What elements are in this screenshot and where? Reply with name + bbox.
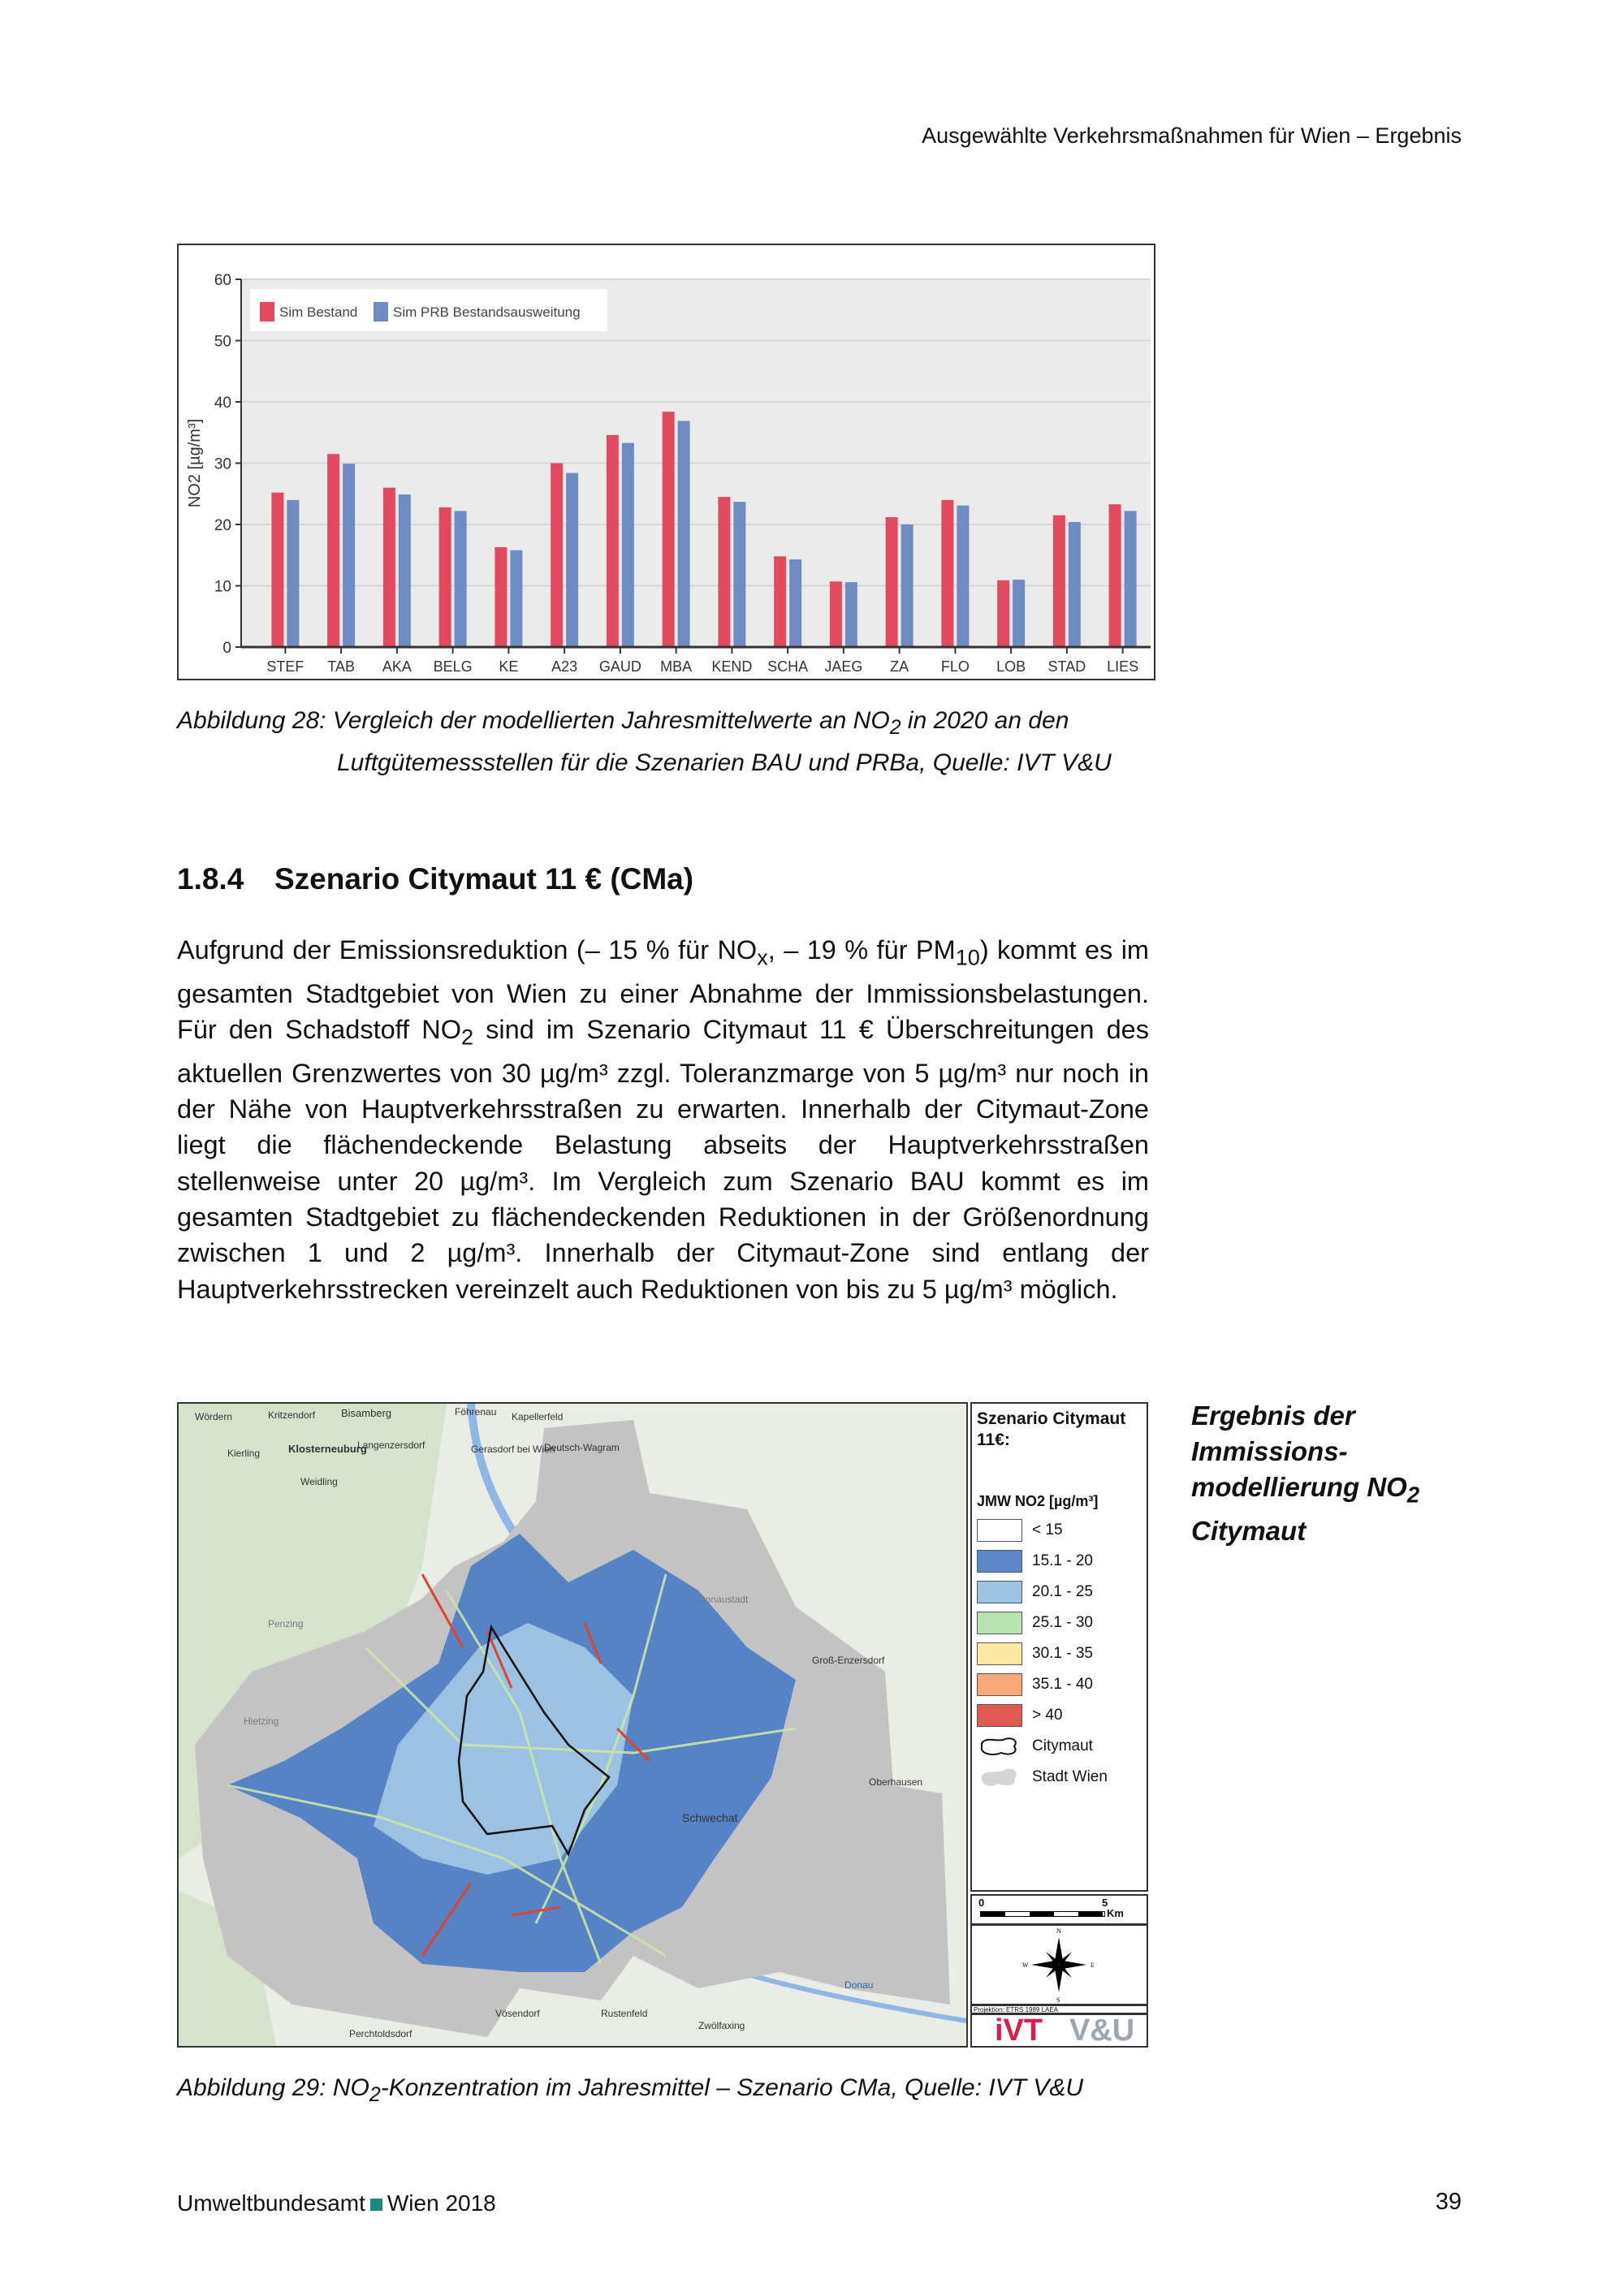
caption-sub: 2 (889, 716, 901, 739)
legend-swatch (260, 302, 274, 322)
footer-publisher: Umweltbundesamt (177, 2190, 365, 2216)
y-axis-label: NO2 [µg/m³] (186, 418, 204, 508)
bar-sim-bestand (997, 580, 1009, 647)
bar-sim-bestand (718, 497, 730, 647)
y-tick-label: 60 (214, 272, 231, 289)
legend-unit-title: JMW NO2 [µg/m³] (977, 1493, 1099, 1509)
map-place-label: Schwechat (682, 1811, 738, 1824)
x-tick-label: GAUD (598, 658, 641, 675)
body-paragraph (177, 932, 1149, 1307)
legend-swatch (977, 1673, 1022, 1696)
map-place-label: Kapellerfeld (512, 1411, 564, 1422)
bar-chart-no2-stations (177, 244, 1155, 680)
citymaut-outline-icon (977, 1735, 1022, 1758)
x-tick-label: STEF (266, 658, 304, 675)
map-place-label: Vösendorf (495, 2008, 540, 2019)
caption-text: Abbildung 29: NO (177, 2074, 369, 2101)
map-place-label: Bisamberg (341, 1407, 392, 1419)
compass-s: S (1056, 1996, 1060, 2004)
ivt-logo: iVT (995, 2013, 1043, 2048)
projection-note: Projektion: ETRS 1989 LAEA (970, 2005, 1148, 2014)
scale-unit: Km (1107, 1907, 1124, 1919)
margin-note-line: Ergebnis der (1191, 1400, 1355, 1431)
x-tick-label: LIES (1107, 658, 1139, 675)
x-tick-label: STAD (1047, 658, 1086, 675)
vu-logo: V&U (1069, 2013, 1135, 2048)
x-tick-label: BELG (433, 658, 473, 675)
text: ) kommt es im gesamten Stadtgebiet von Wien zu einer Abnahme der Immissionsbelastungen. Für den Schadstoff NO (177, 935, 1150, 1045)
x-tick-label: A23 (551, 658, 578, 675)
y-tick-label: 30 (214, 455, 231, 473)
section-heading (177, 862, 693, 896)
text: , – 19 % für PM (767, 935, 956, 965)
north-arrow (970, 1924, 1148, 2005)
legend-swatch (977, 1642, 1022, 1665)
bar-sim-prb (399, 494, 411, 647)
x-tick-label: KEND (711, 658, 753, 675)
caption-line-2: Luftgütemessstellen für die Szenarien BAU und PRBa, Quelle: IVT V&U (337, 749, 1112, 776)
legend-label: < 15 (1032, 1521, 1063, 1539)
figure-28-caption (177, 703, 1112, 781)
bar-sim-bestand (327, 454, 339, 647)
bar-sim-prb (622, 443, 634, 647)
legend-label: Sim Bestand (279, 304, 358, 320)
no2-concentration-map (177, 1402, 968, 2048)
map-svg (179, 1404, 966, 2046)
compass-e: E (1091, 1962, 1095, 1969)
bar-sim-bestand (1109, 504, 1121, 647)
logos (970, 2013, 1148, 2048)
legend-label: 20.1 - 25 (1032, 1583, 1093, 1600)
legend-label: Sim PRB Bestandsausweitung (393, 304, 581, 320)
bar-sim-prb (957, 506, 969, 647)
map-place-label: Wördern (195, 1411, 233, 1422)
section-title: Szenario Citymaut 11 € (CMa) (274, 862, 694, 896)
x-tick-label: LOB (996, 658, 1026, 675)
map-place-label: Donaustadt (698, 1594, 749, 1605)
map-place-label: Groß-Enzersdorf (812, 1655, 885, 1666)
legend-swatch (977, 1704, 1022, 1727)
bar-sim-bestand (551, 464, 563, 648)
map-place-label: Penzing (268, 1618, 304, 1629)
sub: 2 (461, 1024, 474, 1050)
map-place-label: Rustenfeld (601, 2008, 648, 2019)
footer-square-icon (370, 2199, 382, 2211)
legend-label: > 40 (1032, 1707, 1063, 1724)
legend-swatch (977, 1550, 1022, 1573)
chart-svg (179, 245, 1154, 679)
bar-sim-bestand (607, 435, 619, 647)
bar-sim-bestand (1053, 516, 1065, 647)
map-place-label: Donau (844, 1979, 874, 1991)
text: sind im Szenario Citymaut 11 € Überschreitungen des aktuellen Grenzwertes von 30 µg/m³ zzgl. Toleranzmarge von 5 µg/m³ nur noch in der Nähe von Hauptverkehrsstraßen zu erwarten. Innerhalb der Citymaut-Zone liegt die flächendeckende Belastung abseits der Hauptverkehrsstraßen stellenweise unter 20 µg/m³. Im Vergleich zum Szenario BAU kommt es im gesamten Stadtgebiet zu flächendeckenden Reduktionen in der Größenordnung zwischen 1 und 2 µg/m³. Innerhalb der Citymaut-Zone sind entlang der Hauptverkehrsstrecken vereinzelt auch Reduktionen von bis zu 5 µg/m³ möglich. (177, 1015, 1149, 1304)
bar-sim-bestand (830, 581, 842, 647)
legend-item (977, 1669, 1142, 1700)
bar-sim-prb (901, 524, 914, 647)
legend-item (977, 1546, 1142, 1577)
y-tick-label: 10 (214, 578, 231, 596)
margin-note-line: modellierung NO (1191, 1472, 1407, 1502)
legend-title: Szenario Citymaut 11€: (977, 1409, 1126, 1449)
legend-item (977, 1608, 1142, 1638)
bar-sim-prb (287, 500, 299, 647)
scale-label-5: 5 (1102, 1897, 1108, 1909)
legend-item (977, 1700, 1142, 1731)
map-place-label: Kritzendorf (268, 1409, 316, 1421)
bar-sim-bestand (886, 517, 898, 647)
legend-label: Citymaut (1032, 1737, 1093, 1754)
section-number: 1.8.4 (177, 862, 244, 896)
y-tick-label: 20 (214, 517, 231, 534)
caption-text: -Konzentration im Jahresmittel – Szenario CMa, Quelle: IVT V&U (380, 2074, 1084, 2101)
bar-sim-prb (1125, 511, 1137, 647)
legend-swatch (977, 1612, 1022, 1634)
map-place-label: Oberhausen (869, 1776, 923, 1788)
compass-rose-icon (972, 1926, 1147, 2004)
legend-item-citymaut (977, 1731, 1142, 1762)
compass-w: W (1022, 1962, 1029, 1969)
x-tick-label: ZA (890, 658, 909, 675)
scale-bar (970, 1894, 1148, 1925)
caption-text: Abbildung 28: Vergleich der modellierten Jahresmittelwerte an NO (177, 707, 890, 734)
running-header: Ausgewählte Verkehrsmaßnahmen für Wien – Ergebnis (922, 123, 1462, 148)
page-number: 39 (1435, 2189, 1462, 2215)
bar-sim-bestand (774, 556, 786, 647)
legend-item (977, 1577, 1142, 1608)
bar-sim-prb (343, 464, 355, 647)
map-place-label: Perchtoldsdorf (349, 2028, 412, 2039)
legend-swatch (977, 1519, 1022, 1542)
x-tick-label: TAB (327, 658, 355, 675)
footer-year: Wien 2018 (387, 2190, 496, 2216)
margin-note (1191, 1398, 1419, 1549)
legend-item (977, 1638, 1142, 1669)
x-tick-label: KE (499, 658, 519, 675)
map-place-label: Gerasdorf bei Wien (471, 1444, 555, 1455)
legend-item-stadt-wien (977, 1762, 1142, 1793)
legend-label: 30.1 - 35 (1032, 1645, 1093, 1662)
bar-sim-prb (1069, 522, 1081, 647)
sub: 2 (1406, 1482, 1420, 1508)
bar-sim-prb (1013, 580, 1025, 647)
figure-29-caption (177, 2070, 1083, 2113)
bar-sim-bestand (663, 412, 675, 647)
map-place-label: Langenzersdorf (357, 1439, 425, 1451)
x-tick-label: FLO (940, 658, 970, 675)
scale-label-0: 0 (978, 1897, 985, 1909)
scale-bar-graphic (980, 1911, 1105, 1917)
map-place-label: Föhrenau (455, 1406, 497, 1418)
margin-note-line: Immissions- (1191, 1436, 1348, 1466)
bar-sim-prb (455, 511, 467, 647)
bar-sim-bestand (383, 488, 395, 647)
bar-sim-bestand (271, 493, 283, 647)
x-tick-label: MBA (660, 658, 693, 675)
bar-sim-bestand (941, 500, 953, 647)
margin-note-line: Citymaut (1191, 1515, 1307, 1546)
map-place-label: Zwölfaxing (698, 2020, 745, 2031)
map-place-label: Deutsch-Wagram (544, 1442, 620, 1453)
legend-label: 25.1 - 30 (1032, 1614, 1093, 1631)
legend-label: 15.1 - 20 (1032, 1552, 1093, 1569)
sub: x (757, 944, 768, 970)
x-tick-label: JAEG (824, 658, 863, 675)
bar-sim-prb (566, 473, 578, 647)
bar-sim-prb (733, 502, 745, 647)
legend-label: 35.1 - 40 (1032, 1676, 1093, 1693)
caption-text: in 2020 an den (901, 707, 1069, 734)
compass-n: N (1056, 1927, 1061, 1935)
legend-swatch (374, 302, 388, 322)
y-tick-label: 40 (214, 395, 231, 412)
x-tick-label: SCHA (767, 658, 809, 675)
map-place-label: Klosterneuburg (288, 1443, 367, 1455)
y-tick-label: 50 (214, 333, 231, 351)
bar-sim-prb (678, 421, 690, 647)
bar-sim-prb (845, 582, 857, 647)
map-place-label: Hietzing (244, 1716, 279, 1727)
sub: 2 (369, 2083, 381, 2106)
text: Aufgrund der Emissionsreduktion (– 15 % für NO (177, 935, 758, 965)
x-tick-label: AKA (382, 658, 412, 675)
map-legend (970, 1402, 1148, 1892)
legend-item (977, 1515, 1142, 1546)
bar-sim-bestand (495, 547, 507, 647)
legend-swatch (977, 1581, 1022, 1603)
bar-sim-bestand (439, 507, 451, 647)
legend-label: Stadt Wien (1032, 1768, 1108, 1785)
bar-sim-prb (789, 559, 801, 647)
bar-sim-prb (510, 550, 522, 647)
sub: 10 (955, 944, 980, 970)
footer (177, 2190, 496, 2216)
map-place-label: Weidling (300, 1476, 338, 1487)
y-tick-label: 0 (222, 640, 231, 657)
map-place-label: Kierling (227, 1448, 261, 1459)
stadt-wien-area-icon (977, 1766, 1022, 1789)
